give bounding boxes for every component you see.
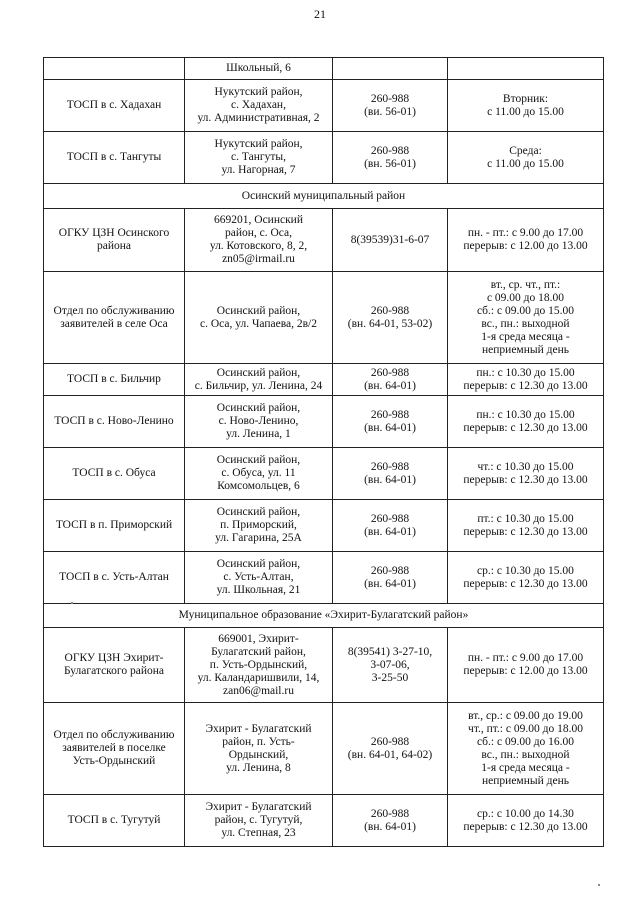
- address-cell: Осинский район, п. Приморский, ул. Гагарина, 25А: [185, 500, 333, 552]
- schedule-cell: чт.: с 10.30 до 15.00 перерыв: с 12.30 до 13.00: [448, 448, 604, 500]
- address-cell: 669201, Осинский район, с. Оса, ул. Котовского, 8, 2, zn05@irmail.ru: [185, 209, 333, 272]
- phone-cell: 8(39541) 3-27-10, 3-07-06, 3-25-50: [333, 628, 448, 703]
- office-name-cell: ТОСП в с. Усть-Алтан: [44, 552, 185, 604]
- table-row: [44, 795, 604, 847]
- schedule-cell: пт.: с 10.30 до 15.00 перерыв: с 12.30 до 13.00: [448, 500, 604, 552]
- page-number: 21: [314, 7, 326, 21]
- phone-cell: 260-988 (вн. 64-01): [333, 396, 448, 448]
- table-row: [44, 552, 604, 604]
- phone-cell: 260-988 (вн. 64-01): [333, 552, 448, 604]
- schedule-cell: вт., ср. чт., пт.: с 09.00 до 18.00 сб.: с 09.00 до 15.00 вс., пн.: выходной 1-я среда месяца - неприемный день: [448, 272, 604, 364]
- table-row: [44, 396, 604, 448]
- office-name-cell: ТОСП в с. Бильчир: [44, 364, 185, 396]
- offices-table-body: [44, 58, 604, 847]
- schedule-cell: ср.: с 10.00 до 14.30 перерыв: с 12.30 до 13.00: [448, 795, 604, 847]
- phone-cell: 260-988 (вн. 56-01): [333, 132, 448, 184]
- office-name-cell: ТОСП в с. Ново-Ленино: [44, 396, 185, 448]
- address-cell: Осинский район, с. Усть-Алтан, ул. Школьная, 21: [185, 552, 333, 604]
- table-row: [44, 703, 604, 795]
- address-cell: Осинский район, с. Бильчир, ул. Ленина, 24: [185, 364, 333, 396]
- office-name-cell: ОГКУ ЦЗН Эхирит- Булагатского района: [44, 628, 185, 703]
- address-cell: Школьный, 6: [185, 58, 333, 80]
- section-title: Осинский муниципальный район: [44, 184, 604, 209]
- office-name-cell: ТОСП в с. Хадахан: [44, 80, 185, 132]
- schedule-cell: Вторник: с 11.00 до 15.00: [448, 80, 604, 132]
- address-cell: Нукутский район, с. Тангуты, ул. Нагорная, 7: [185, 132, 333, 184]
- phone-cell: 260-988 (вн. 64-01): [333, 448, 448, 500]
- office-name-cell: Отдел по обслуживанию заявителей в поселке Усть-Ордынский: [44, 703, 185, 795]
- table-row: [44, 80, 604, 132]
- schedule-cell: Среда: с 11.00 до 15.00: [448, 132, 604, 184]
- address-cell: Эхирит - Булагатский район, п. Усть- Ордынский, ул. Ленина, 8: [185, 703, 333, 795]
- table-row: [44, 209, 604, 272]
- schedule-cell: пн. - пт.: с 9.00 до 17.00 перерыв: с 12.00 до 13.00: [448, 209, 604, 272]
- schedule-cell: пн.: с 10.30 до 15.00 перерыв: с 12.30 до 13.00: [448, 396, 604, 448]
- phone-cell: 260-988 (ви. 56-01): [333, 80, 448, 132]
- section-row: [44, 184, 604, 209]
- schedule-cell: вт., ср.: с 09.00 до 19.00 чт., пт.: с 09.00 до 18.00 сб.: с 09.00 до 16.00 вс., пн.: выходной 1-я среда месяца - неприемный день: [448, 703, 604, 795]
- office-name-cell: ТОСП в с. Тангуты: [44, 132, 185, 184]
- scan-speck: [598, 884, 600, 886]
- phone-cell: 260-988 (вн. 64-01): [333, 364, 448, 396]
- phone-cell: 260-988 (вн. 64-01): [333, 795, 448, 847]
- table-row: [44, 448, 604, 500]
- address-cell: Эхирит - Булагатский район, с. Тугутуй, ул. Степная, 23: [185, 795, 333, 847]
- address-cell: 669001, Эхирит- Булагатский район, п. Усть-Ордынский, ул. Каландаришвили, 14, zan06@mail.ru: [185, 628, 333, 703]
- schedule-cell: [448, 58, 604, 80]
- table-row: [44, 364, 604, 396]
- office-name-cell: ТОСП в с. Обуса: [44, 448, 185, 500]
- table-row: [44, 272, 604, 364]
- phone-cell: [333, 58, 448, 80]
- phone-cell: 260-988 (вн. 64-01): [333, 500, 448, 552]
- phone-cell: 260-988 (вн. 64-01, 64-02): [333, 703, 448, 795]
- schedule-cell: пн. - пт.: с 9.00 до 17.00 перерыв: с 12.00 до 13.00: [448, 628, 604, 703]
- offices-table: [43, 57, 604, 847]
- phone-cell: 8(39539)31-6-07: [333, 209, 448, 272]
- phone-cell: 260-988 (вн. 64-01, 53-02): [333, 272, 448, 364]
- office-name-cell: [44, 58, 185, 80]
- schedule-cell: ср.: с 10.30 до 15.00 перерыв: с 12.30 до 13.00: [448, 552, 604, 604]
- scan-speck: [71, 602, 73, 604]
- address-cell: Осинский район, с. Оса, ул. Чапаева, 2в/2: [185, 272, 333, 364]
- address-cell: Осинский район, с. Обуса, ул. 11 Комсомольцев, 6: [185, 448, 333, 500]
- office-name-cell: ТОСП в п. Приморский: [44, 500, 185, 552]
- table-row: [44, 628, 604, 703]
- address-cell: Нукутский район, с. Хадахан, ул. Административная, 2: [185, 80, 333, 132]
- schedule-cell: пн.: с 10.30 до 15.00 перерыв: с 12.30 до 13.00: [448, 364, 604, 396]
- table-row: [44, 58, 604, 80]
- section-row: [44, 604, 604, 628]
- section-title: Муниципальное образование «Эхирит-Булагатский район»: [44, 604, 604, 628]
- table-row: [44, 500, 604, 552]
- address-cell: Осинский район, с. Ново-Ленино, ул. Ленина, 1: [185, 396, 333, 448]
- office-name-cell: ТОСП в с. Тугутуй: [44, 795, 185, 847]
- office-name-cell: Отдел по обслуживанию заявителей в селе Оса: [44, 272, 185, 364]
- office-name-cell: ОГКУ ЦЗН Осинского района: [44, 209, 185, 272]
- table-row: [44, 132, 604, 184]
